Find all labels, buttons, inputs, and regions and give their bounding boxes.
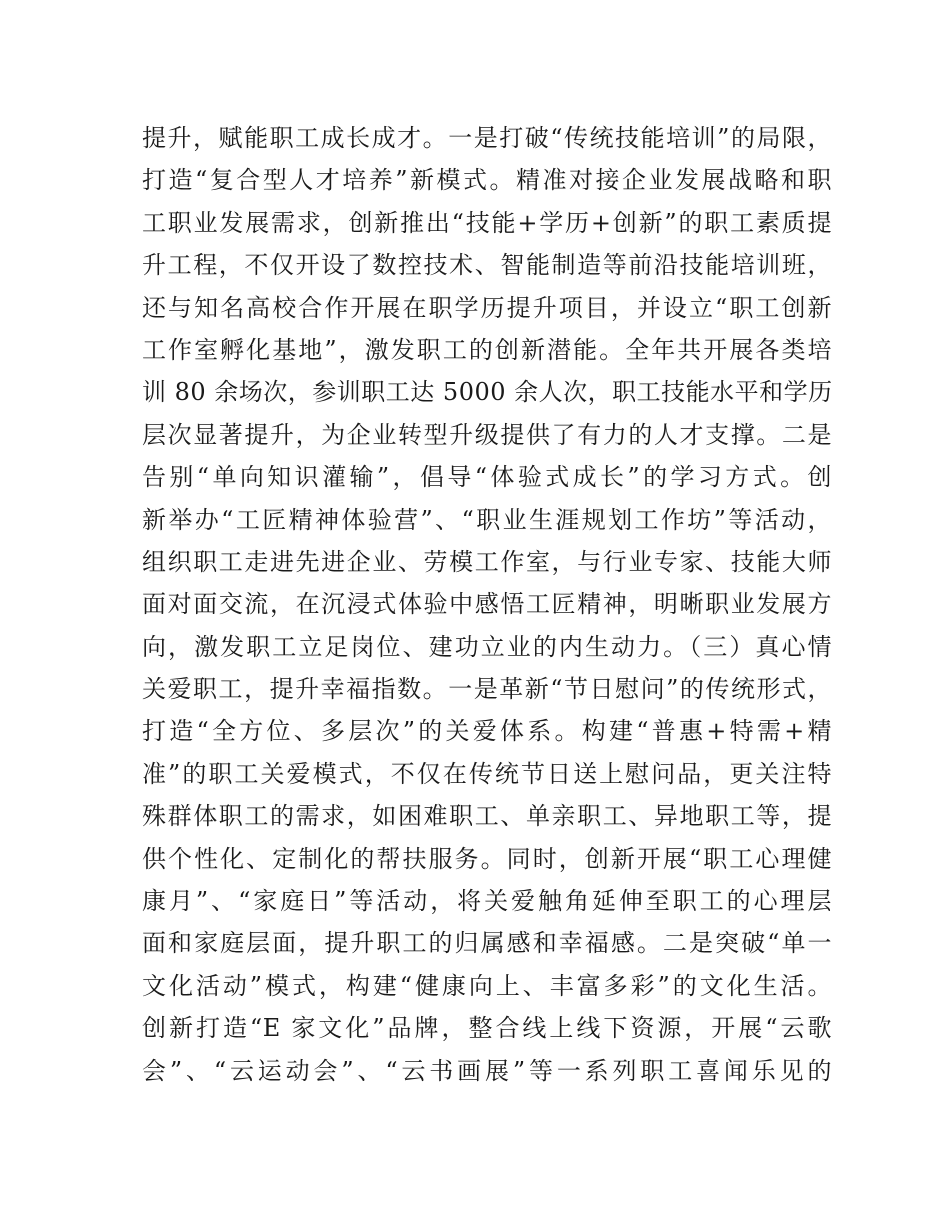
text-line: 面对面交流，在沉浸式体验中感悟工匠精神，明晰职业发展方	[142, 590, 832, 619]
text-line: 新举办“工匠精神体验营”、“职业生涯规划工作坊”等活动，	[142, 505, 832, 534]
text-line: 康月”、“家庭日”等活动，将关爱触角延伸至职工的心理层	[142, 887, 832, 916]
text-line: 向，激发职工立足岗位、建功立业的内生动力。（三）真心情	[142, 632, 832, 661]
text-line: 会”、“云运动会”、“云书画展”等一系列职工喜闻乐见的	[142, 1056, 832, 1085]
text-line: 供个性化、定制化的帮扶服务。同时，创新开展“职工心理健	[142, 844, 832, 873]
text-line: 准”的职工关爱模式，不仅在传统节日送上慰问品，更关注特	[142, 759, 832, 788]
text-line: 文化活动”模式，构建“健康向上、丰富多彩”的文化生活。	[142, 971, 832, 1000]
text-line: 面和家庭层面，提升职工的归属感和幸福感。二是突破“单一	[142, 929, 832, 958]
text-line: 工作室孵化基地”，激发职工的创新潜能。全年共开展各类培	[142, 335, 832, 364]
body-text	[142, 117, 832, 1092]
text-line: 创新打造“E 家文化”品牌，整合线上线下资源，开展“云歌	[142, 1014, 832, 1043]
text-line: 殊群体职工的需求，如困难职工、单亲职工、异地职工等，提	[142, 802, 832, 831]
text-line: 还与知名高校合作开展在职学历提升项目，并设立“职工创新	[142, 293, 832, 322]
text-line: 工职业发展需求，创新推出“技能+学历+创新”的职工素质提	[142, 208, 832, 237]
text-line: 提升，赋能职工成长成才。一是打破“传统技能培训”的局限，	[142, 124, 832, 152]
text-line: 告别“单向知识灌输”，倡导“体验式成长”的学习方式。创	[142, 463, 832, 492]
text-line: 训 80 余场次，参训职工达 5000 余人次，职工技能水平和学历	[142, 378, 833, 407]
text-line: 关爱职工，提升幸福指数。一是革新“节日慰问”的传统形式，	[142, 675, 832, 704]
text-line: 打造“全方位、多层次”的关爱体系。构建“普惠+特需+精	[142, 717, 832, 746]
text-line: 组织职工走进先进企业、劳模工作室，与行业专家、技能大师	[142, 547, 832, 576]
text-line: 打造“复合型人才培养”新模式。精准对接企业发展战略和职	[142, 166, 832, 195]
text-line: 层次显著提升，为企业转型升级提供了有力的人才支撑。二是	[142, 420, 832, 449]
text-line: 升工程，不仅开设了数控技术、智能制造等前沿技能培训班，	[142, 251, 832, 280]
